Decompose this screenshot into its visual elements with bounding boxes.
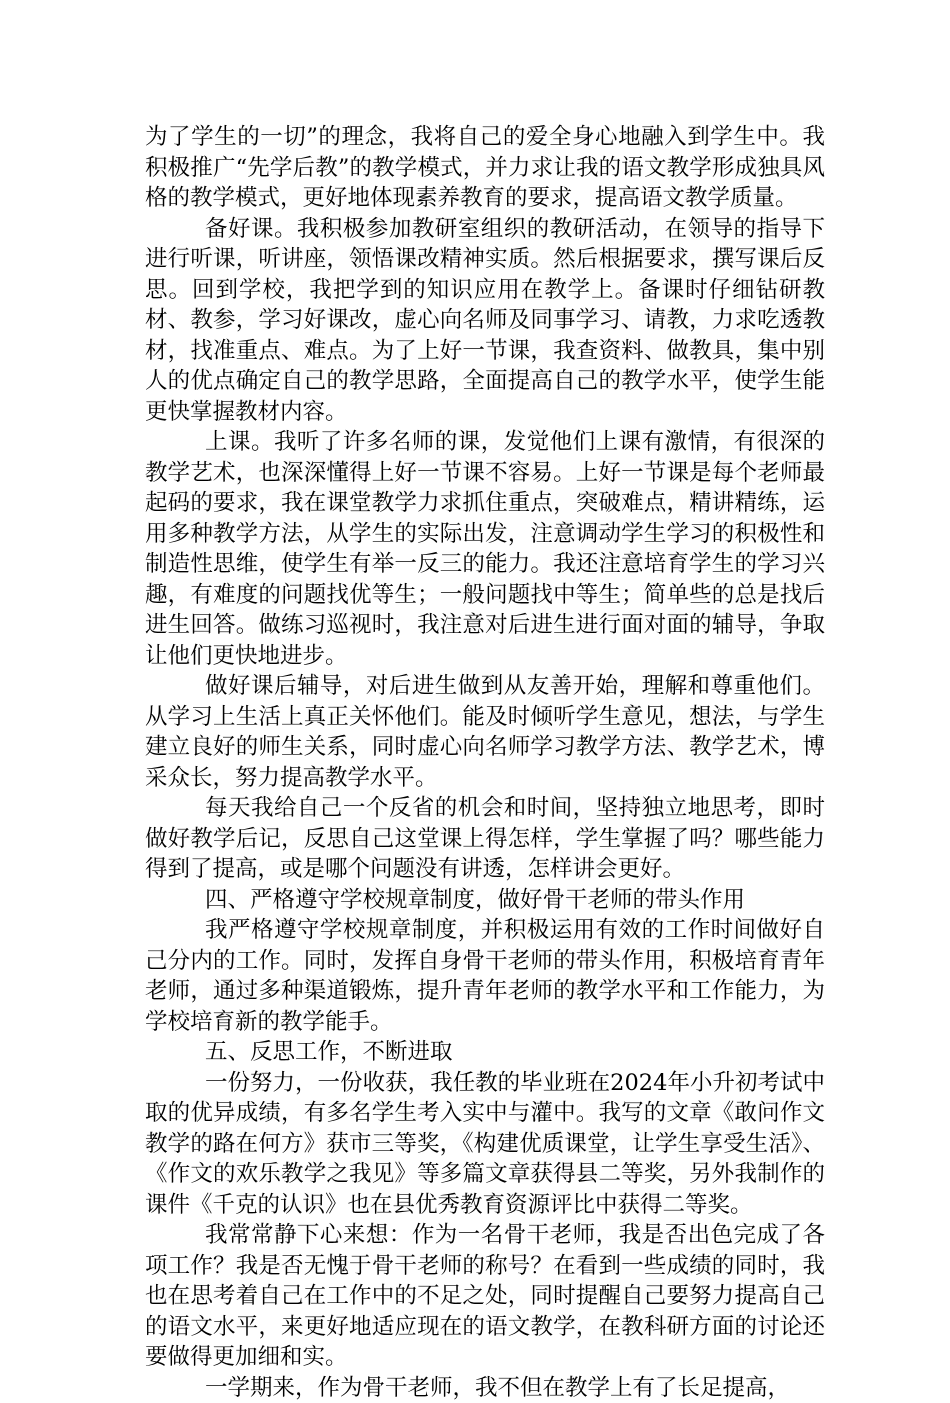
paragraph: 我严格遵守学校规章制度，并积极运用有效的工作时间做好自己分内的工作。同时，发挥自身骨干老师的带头作用，积极培育青年老师，通过多种渠道锻炼，提升青年老师的教学水平和工作能力，为学校培育新的教学能手。 (145, 915, 825, 1037)
paragraph: 做好课后辅导，对后进生做到从友善开始，理解和尊重他们。从学习上生活上真正关怀他们。能及时倾听学生意见，想法，与学生建立良好的师生关系，同时虚心向名师学习教学方法、教学艺术，博采众长，努力提高教学水平。 (145, 671, 825, 793)
paragraph: 为了学生的一切”的理念，我将自己的爱全身心地融入到学生中。我积极推广“先学后教”的教学模式，并力求让我的语文教学形成独具风格的教学模式，更好地体现素养教育的要求，提高语文教学质量。 (145, 122, 825, 214)
section-heading: 五、反思工作，不断进取 (145, 1037, 825, 1068)
section-heading: 四、严格遵守学校规章制度，做好骨干老师的带头作用 (145, 885, 825, 916)
paragraph: 上课。我听了许多名师的课，发觉他们上课有激情，有很深的教学艺术，也深深懂得上好一节课不容易。上好一节课是每个老师最起码的要求，我在课堂教学力求抓住重点，突破难点，精讲精练，运用多种教学方法，从学生的实际出发，注意调动学生学习的积极性和制造性思维，使学生有举一反三的能力。我还注意培育学生的学习兴趣，有难度的问题找优等生；一般问题找中等生；简单些的总是找后进生回答。做练习巡视时，我注意对后进生进行面对面的辅导，争取让他们更快地进步。 (145, 427, 825, 671)
document-body (145, 122, 825, 1403)
paragraph: 一份努力，一份收获，我任教的毕业班在2024年小升初考试中取的优异成绩，有多名学生考入实中与灌中。我写的文章《敢问作文教学的路在何方》获市三等奖，《构建优质课堂，让学生享受生活》、《作文的欢乐教学之我见》等多篇文章获得县二等奖，另外我制作的课件《千克的认识》也在县优秀教育资源评比中获得二等奖。 (145, 1068, 825, 1221)
paragraph: 备好课。我积极参加教研室组织的教研活动，在领导的指导下进行听课，听讲座，领悟课改精神实质。然后根据要求，撰写课后反思。回到学校，我把学到的知识应用在教学上。备课时仔细钻研教材、教参，学习好课改，虚心向名师及同事学习、请教，力求吃透教材，找准重点、难点。为了上好一节课，我查资料、做教具，集中别人的优点确定自己的教学思路，全面提高自己的教学水平，使学生能更快掌握教材内容。 (145, 214, 825, 428)
paragraph: 每天我给自己一个反省的机会和时间，坚持独立地思考，即时做好教学后记，反思自己这堂课上得怎样，学生掌握了吗？哪些能力得到了提高，或是哪个问题没有讲透，怎样讲会更好。 (145, 793, 825, 885)
paragraph: 我常常静下心来想：作为一名骨干老师，我是否出色完成了各项工作？我是否无愧于骨干老师的称号？在看到一些成绩的同时，我也在思考着自己在工作中的不足之处，同时提醒自己要努力提高自己的语文水平，来更好地适应现在的语文教学，在教科研方面的讨论还要做得更加细和实。 (145, 1220, 825, 1373)
paragraph: 一学期来，作为骨干老师，我不但在教学上有了长足提高， (145, 1373, 825, 1403)
